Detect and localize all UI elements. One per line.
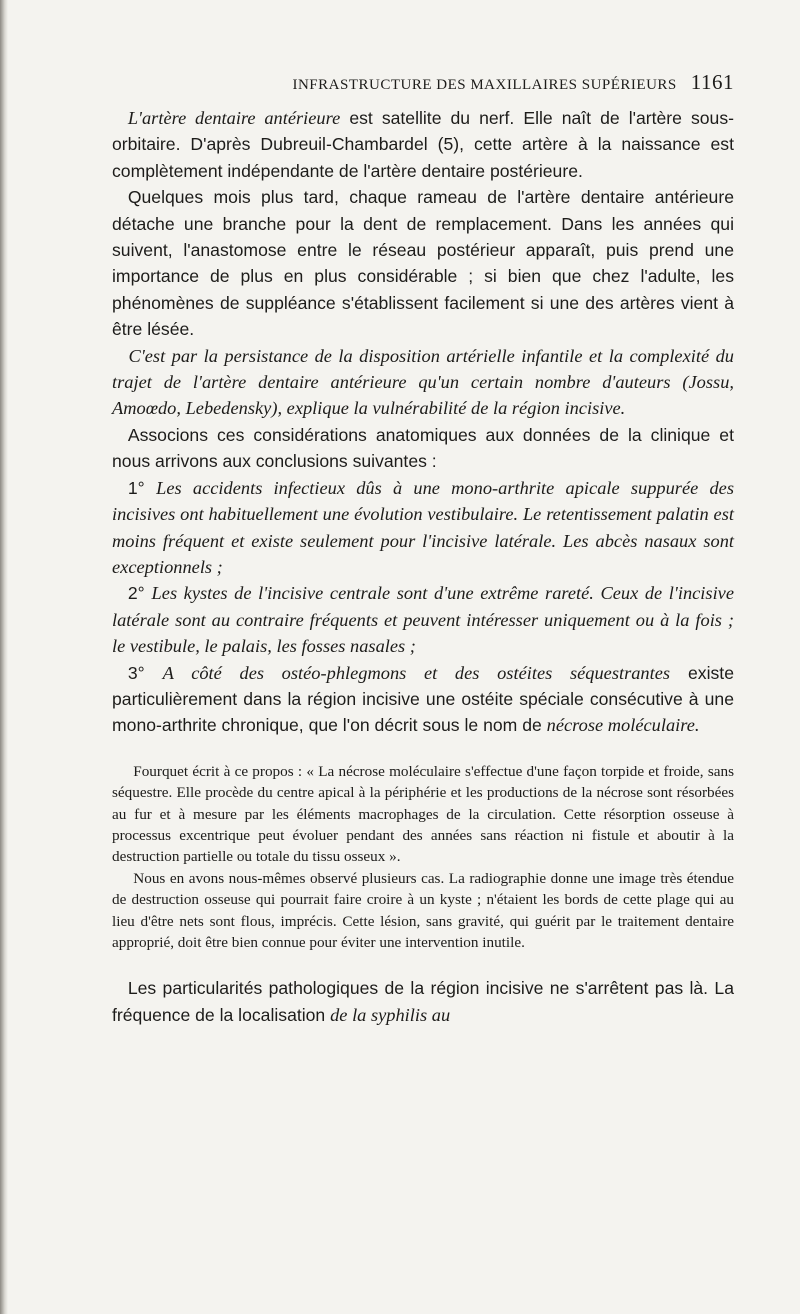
scan-edge [0,0,8,1314]
conclusion-item-3 [112,660,734,739]
paragraph-associons: Associons ces considérations anatomiques aux données de la clinique et nous arrivons aux conclusions suivantes : [112,424,734,472]
item-italic-term: nécrose moléculaire. [546,715,700,736]
page-number: 1161 [690,70,734,94]
conclusion-item-2 [112,580,734,659]
running-title: INFRASTRUCTURE DES MAXILLAIRES SUPÉRIEURS [292,77,677,93]
spacer [112,953,734,975]
page [112,70,734,1028]
spacer [112,739,734,761]
paragraph-artere-dentaire [112,105,734,184]
paragraph-particularites [112,975,734,1028]
running-head [112,70,734,95]
item-number: 3° [127,662,145,683]
item-text: Les accidents infectieux dûs à une mono-arthrite apicale suppurée des incisives ont habituellement une évolution vestibulaire. Le retentissement palatin est moins fréquent et existe seulement pour l'incisive latérale. Les abcès nasaux sont exceptionnels ; [112,477,735,577]
italic-term: L'artère dentaire antérieure [127,108,341,128]
item-italic-text: A côté des ostéo-phlegmons et des ostéites séquestrantes [162,662,671,683]
paragraph-text: est satellite du nerf. Elle naît de l'artère sous-orbitaire. D'après Dubreuil-Chambardel (5), cette artère à la naissance est complètement indépendante de l'artère dentaire postérieure. [112,108,734,181]
paragraph-rameau: Quelques mois plus tard, chaque rameau de l'artère dentaire antérieure détache une branche pour la dent de remplacement. Dans les années qui suivent, l'anastomose entre le réseau postérieur apparaît, puis prend une importance de plus en plus considérable ; si bien que chez l'adulte, les phénomènes de suppléance s'établissent facilement si une des artères vient à être lésée. [112,187,734,340]
paragraph-text: Les particularités pathologiques de la région incisive ne s'arrêtent pas là. La fréquence de la localisation [112,978,734,1025]
item-text: Les kystes de l'incisive centrale sont d'une extrême rareté. Ceux de l'incisive latérale sont au contraire fréquents et peuvent intéresser uniquement ou à la fois ; le vestibule, le palais, les fosses nasales ; [112,583,735,657]
conclusion-item-1 [112,475,734,581]
item-number: 2° [127,583,145,604]
paragraph-persistance: C'est par la persistance de la disposition artérielle infantile et la complexité du trajet de l'artère dentaire antérieure qu'un certain nombre d'auteurs (Jossu, Amoœdo, Lebedensky), explique la vulnérabilité de la région incisive. [112,345,734,419]
item-text: existe particulièrement dans la région incisive une ostéite spéciale consécutive à une mono-arthrite chronique, que l'on décrit sous le nom de [112,662,734,736]
item-number: 1° [127,477,145,498]
small-paragraph-fourquet: Fourquet écrit à ce propos : « La nécrose moléculaire s'effectue d'une façon torpide et froide, sans séquestre. Elle procède du centre apical à la périphérie et les productions de la nécrose sont résorbées au fur et à mesure par les éléments macrophages de la circulation. Cette résorption osseuse à processus excentrique peut évoluer pendant des années sans réaction ni fistule et aboutir à la destruction partielle ou totale du tissu osseux ». [112,762,734,866]
italic-term: de la syphilis au [330,1004,451,1025]
small-paragraph-observation: Nous en avons nous-mêmes observé plusieurs cas. La radiographie donne une image très étendue de destruction osseuse qui pourrait faire croire à un kyste ; n'étaient les bords de cette plage qui au lieu d'être nets sont flous, imprécis. Cette lésion, sans gravité, qui guérit par le traitement dentaire approprié, doit être bien connue pour éviter une intervention inutile. [112,869,734,951]
